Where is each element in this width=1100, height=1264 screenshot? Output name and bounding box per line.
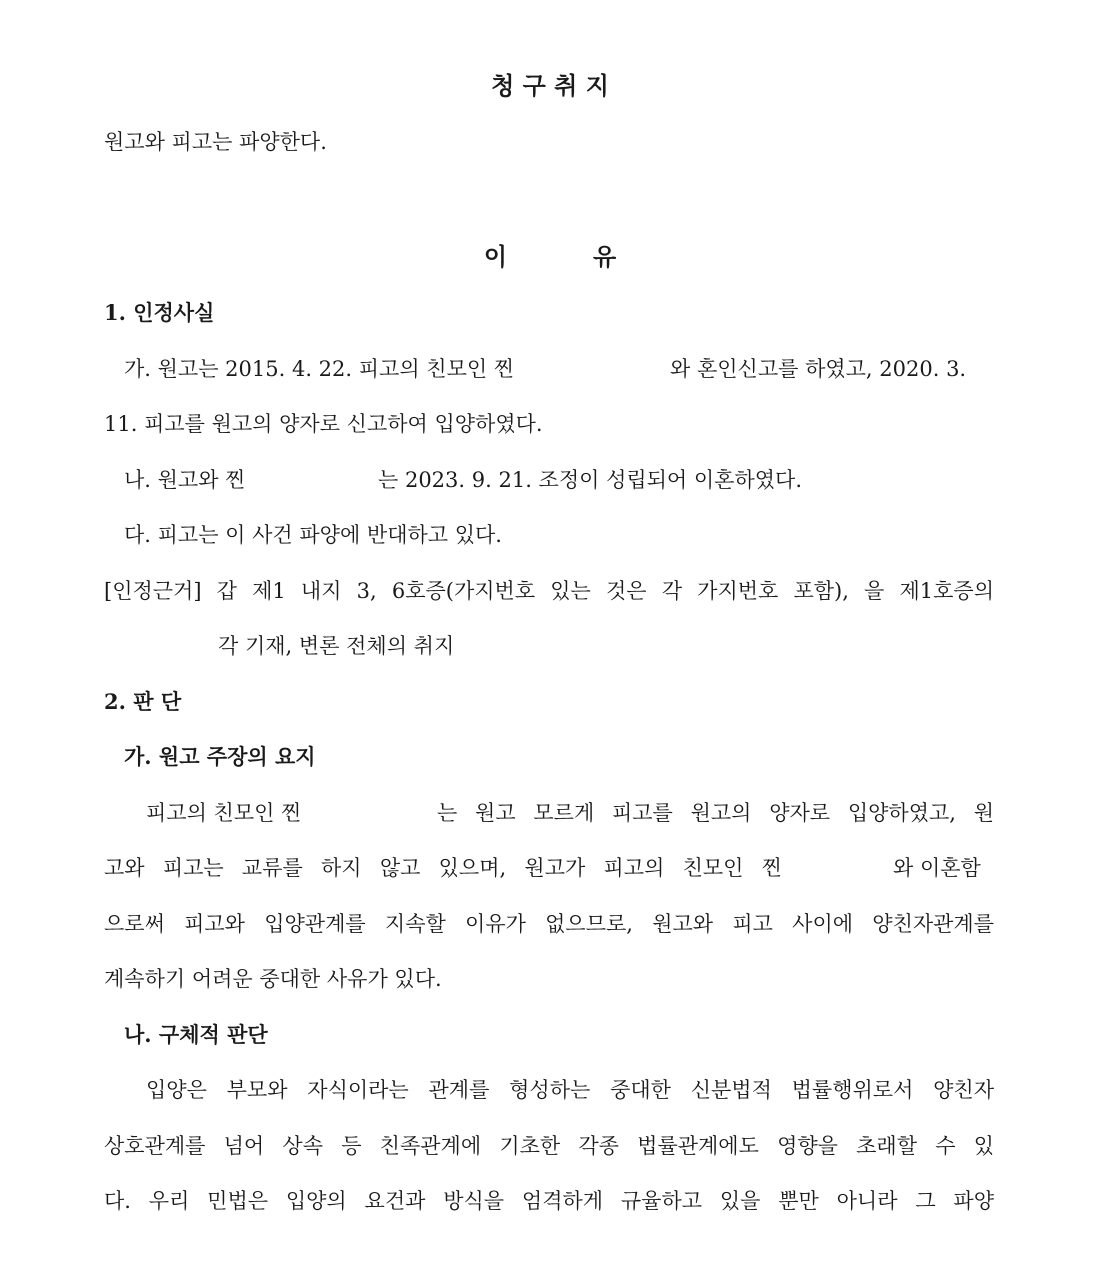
section1-ga-part1: 가. 원고는 2015. 4. 22. 피고의 친모인 찐 [124,357,515,381]
section2-ga-line3: 으로써 피고와 입양관계를 지속할 이유가 없으므로, 원고와 피고 사이에 양친자관계를 [104,912,994,936]
section2-na-title: 나. 구체적 판단 [124,1022,268,1047]
section2-na-line2: 상호관계를 넘어 상속 등 친족관계에 기초한 각종 법률관계에도 영향을 초래할 수 있 [104,1134,994,1158]
section2-title: 2. 판 단 [104,689,182,714]
section1-da: 다. 피고는 이 사건 파양에 반대하고 있다. [124,523,502,547]
section2-ga-line1-part1: 피고의 친모인 찐 [146,801,302,825]
reasons-heading [0,237,1100,272]
claim-text: 원고와 피고는 파양한다. [104,130,327,154]
section1-title: 1. 인정사실 [104,300,215,325]
reasons-heading-left: 이 [483,242,507,271]
section1-basis-line1: [인정근거] 갑 제1 내지 3, 6호증(가지번호 있는 것은 각 가지번호 포함), 을 제1호증의 [104,579,994,603]
section2-ga-title: 가. 원고 주장의 요지 [124,744,316,769]
section1-ga-line2: 11. 피고를 원고의 양자로 신고하여 입양하였다. [104,412,543,436]
section2-ga-line2-part2: 와 이혼함 [893,856,981,880]
section2-ga-line1-part2: 는 원고 모르게 피고를 원고의 양자로 입양하였고, 원 [437,801,994,825]
section2-na-line1: 입양은 부모와 자식이라는 관계를 형성하는 중대한 신분법적 법률행위로서 양친자 [146,1078,994,1102]
section2-ga-line2-part1: 고와 피고는 교류를 하지 않고 있으며, 원고가 피고의 친모인 찐 [104,856,782,880]
section1-ga-part2: 와 혼인신고를 하였고, 2020. 3. [670,357,967,381]
section1-na-part1: 나. 원고와 찐 [124,468,246,492]
section1-basis-line2: 각 기재, 변론 전체의 취지 [218,634,455,658]
section2-ga-line4: 계속하기 어려운 중대한 사유가 있다. [104,967,442,991]
reasons-heading-right: 유 [593,242,617,271]
claim-heading: 청 구 취 지 [491,71,609,100]
section1-na-part2: 는 2023. 9. 21. 조정이 성립되어 이혼하였다. [378,468,802,492]
section2-na-line3: 다. 우리 민법은 입양의 요건과 방식을 엄격하게 규율하고 있을 뿐만 아니라 그 파양 [104,1189,994,1213]
